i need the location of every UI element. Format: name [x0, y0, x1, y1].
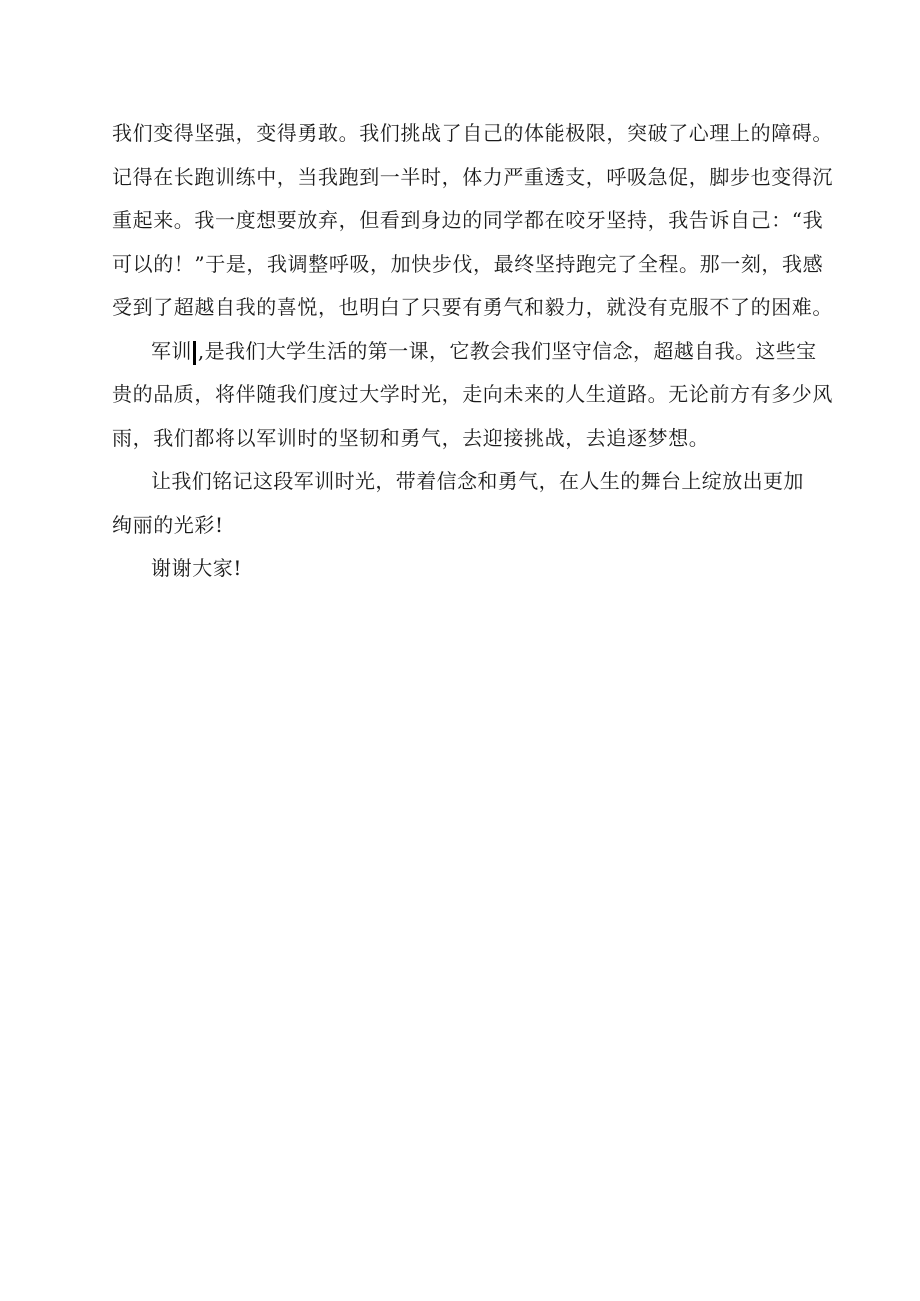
paragraph-3-line-2: 绚丽的光彩!: [112, 513, 224, 537]
paragraph-2-line-3: 雨，我们都将以军训时的坚韧和勇气，去迎接挑战，去追逐梦想。: [112, 426, 710, 450]
paragraph-1-line-3: 重起来。我一度想要放弃，但看到身边的同学都在咬牙坚持，我告诉自己：“我: [112, 208, 824, 232]
paragraph-2-line-2: 贵的品质，将伴随我们度过大学时光，走向未来的人生道路。无论前方有多少风: [112, 382, 833, 406]
paragraph-1-line-4: 可以的！”于是，我调整呼吸，加快步伐，最终坚持跑完了全程。那一刻，我感: [112, 252, 824, 276]
paragraph-4-line-1: 谢谢大家!: [151, 556, 243, 580]
text-cursor: [193, 341, 196, 365]
paragraph-3-line-1: 让我们铭记这段军训时光，带着信念和勇气，在人生的舞台上绽放出更加: [151, 469, 804, 493]
paragraph-2-line-1-start: 军训: [151, 339, 192, 363]
paragraph-1-line-5: 受到了超越自我的喜悦，也明白了只要有勇气和毅力，就没有克服不了的困难。: [112, 295, 833, 319]
paragraph-2-line-1[interactable]: [151, 331, 817, 371]
paragraph-2-line-1-rest: ,是我们大学生活的第一课，它教会我们坚守信念，超越自我。这些宝: [197, 339, 817, 363]
paragraph-1-line-1: 我们变得坚强，变得勇敢。我们挑战了自己的体能极限，突破了心理上的障碍。: [112, 121, 833, 145]
paragraph-1-line-2: 记得在长跑训练中，当我跑到一半时，体力严重透支，呼吸急促，脚步也变得沉: [112, 165, 833, 189]
